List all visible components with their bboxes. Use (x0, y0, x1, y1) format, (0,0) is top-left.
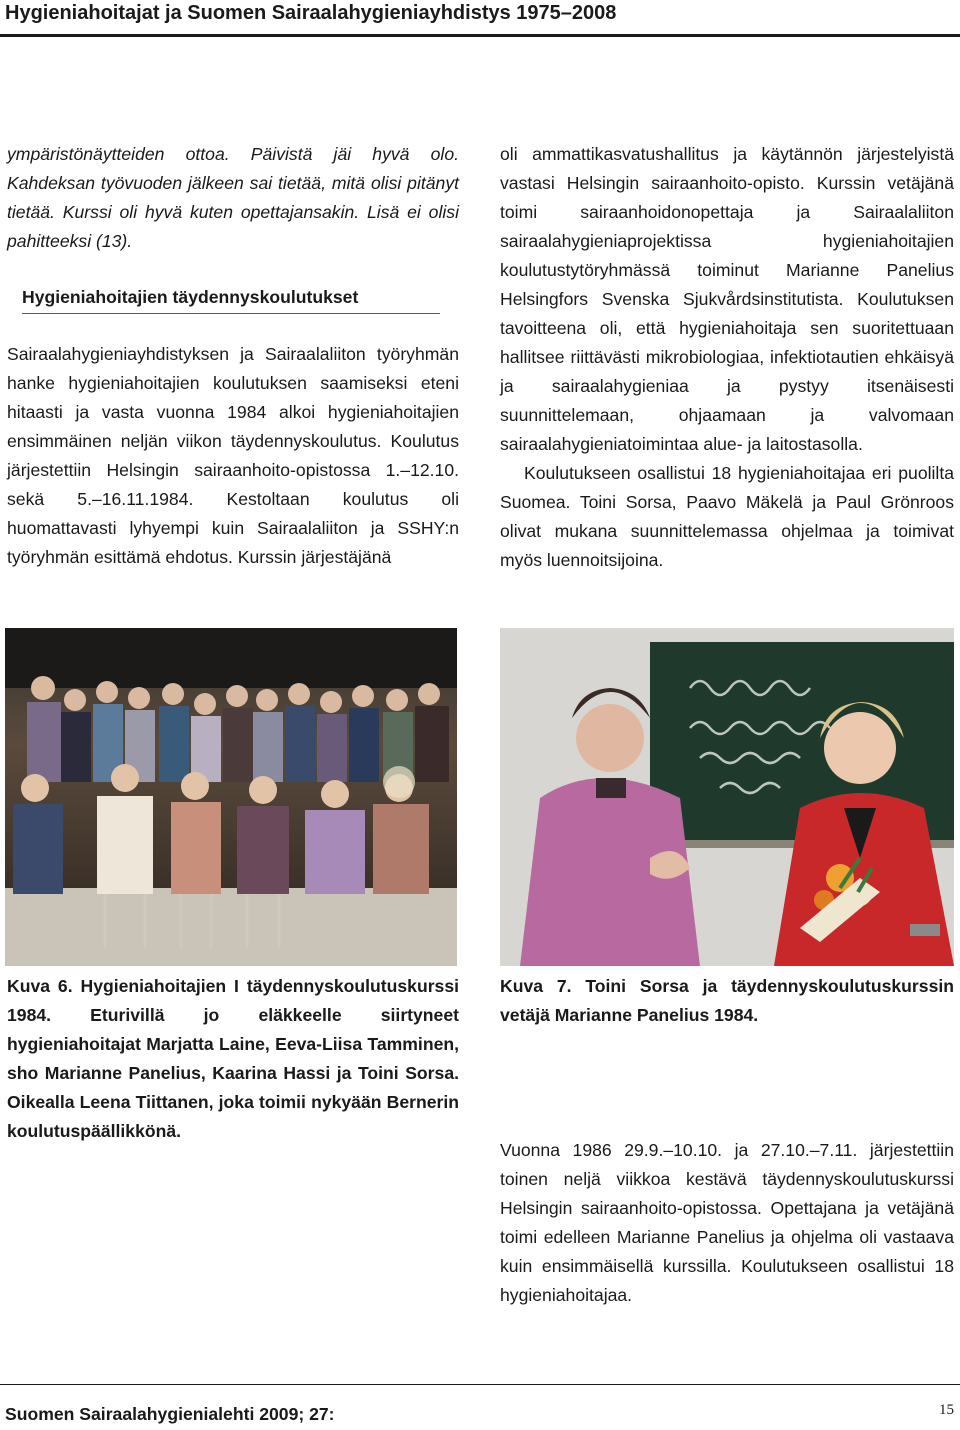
running-head: Hygieniahoitajat ja Suomen Sairaalahygieniayhdistys 1975–2008 (5, 2, 617, 24)
group-photo-image (5, 628, 457, 966)
chalkboard-photo-image (500, 628, 954, 966)
right-paragraph-1: oli ammattikasvatushallitus ja käytännön järjestelyistä vastasi Helsingin sairaanhoito-opisto. Kurssin vetäjänä toimi sairaanhoidonopettaja ja Sairaalaliiton sairaalahygieniaprojektissa hygieniahoitajien koulutustytöryhmässä toiminut Marianne Panelius Helsingfors Svenska Sjukvårdsinstitutista. Koulutuksen tavoitteena oli, että hygieniahoitaja sen suoritettuaan hallitsee riittävästi mikrobiologiaa, infektiotautien ehkäisyä ja sairaalahygieniaa ja pystyy itsenäisesti suunnittelemaan, ohjaamaan ja valvomaan sairaalahygieniatoimintaa alue- ja laitostasolla. (500, 144, 954, 454)
footer-rule (0, 1384, 960, 1385)
figure-6-photo (5, 628, 457, 966)
section-heading: Hygieniahoitajien täydennyskoulutukset (22, 287, 359, 307)
right-paragraph-2: Koulutukseen osallistui 18 hygieniahoitajaa eri puolilta Suomea. Toini Sorsa, Paavo Mäkelä ja Paul Grönroos olivat mukana suunnittelemassa ohjelmaa ja toimivat myös luennoitsijoina. (500, 463, 954, 570)
figure-6-caption: Kuva 6. Hygieniahoitajien I täydennyskoulutuskurssi 1984. Eturivillä jo eläkkeelle siirtyneet hygieniahoitajat Marjatta Laine, Eeva-Liisa Tamminen, sho Marianne Panelius, Kaarina Hassi ja Toini Sorsa. Oikealla Leena Tiittanen, joka toimii nykyään Bernerin koulutuspäällikkönä. (7, 976, 459, 1141)
left-body (7, 340, 459, 572)
figure-7-caption: Kuva 7. Toini Sorsa ja täydennyskoulutuskurssin vetäjä Marianne Panelius 1984. (500, 976, 954, 1025)
right-body-bottom (500, 1136, 954, 1310)
italic-paragraph-text: ympäristönäytteiden ottoa. Päivistä jäi hyvä olo. Kahdeksan työvuoden jälkeen sai tietää, mitä olisi pitänyt tietää. Kurssi oli hyvä kuten opettajansakin. Lisä ei olisi pahitteeksi (13). (7, 144, 459, 251)
right-paragraph-3: Vuonna 1986 29.9.–10.10. ja 27.10.–7.11. järjestettiin toinen neljä viikkoa kestävä täydennyskoulutuskurssi Helsingin sairaanhoito-opistossa. Opettajana ja vetäjänä toimi edelleen Marianne Panelius ja ohjelma oli vastaava kuin ensimmäisellä kurssilla. Koulutukseen osallistui 18 hygieniahoitajaa. (500, 1140, 954, 1305)
journal-citation: Suomen Sairaalahygienialehti 2009; 27: (5, 1404, 335, 1424)
figure-7-photo (500, 628, 954, 966)
page-number: 15 (939, 1402, 954, 1418)
right-body-top (500, 140, 954, 575)
section-heading-rule (22, 313, 440, 314)
italic-paragraph (7, 140, 459, 256)
left-body-paragraph: Sairaalahygieniayhdistyksen ja Sairaalaliiton työryhmän hanke hygieniahoitajien koulutuksen saamiseksi eteni hitaasti ja vasta vuonna 1984 alkoi hygieniahoitajien ensimmäinen neljän viikon täydennyskoulutus. Koulutus järjestettiin Helsingin sairaanhoito-opistossa 1.–12.10. sekä 5.–16.11.1984. Kestoltaan koulutus oli huomattavasti lyhyempi kuin Sairaalaliiton ja SSHY:n työryhmän esittämä ehdotus. Kurssin järjestäjänä (7, 344, 459, 567)
header-rule (0, 34, 960, 37)
